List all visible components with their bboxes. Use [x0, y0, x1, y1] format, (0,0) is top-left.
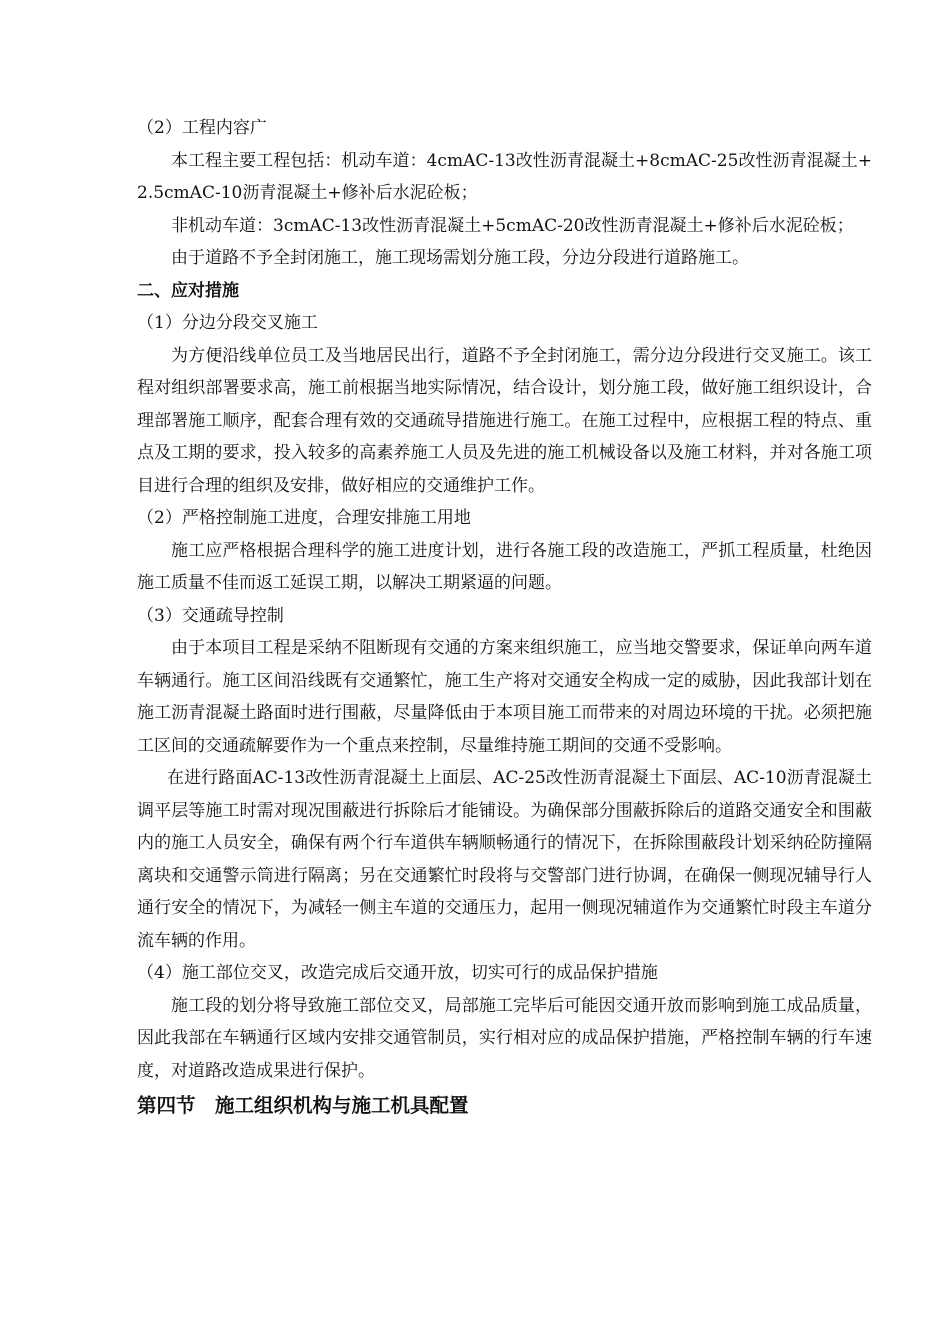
document-page — [137, 112, 872, 1123]
subheading-product-protection: （4）施工部位交叉，改造完成后交通开放，切实可行的成品保护措施 — [137, 963, 658, 983]
paragraph-cross-construction: 为方便沿线单位员工及当地居民出行，道路不予全封闭施工，需分边分段进行交叉施工。该工程对组织部署要求高，施工前根据当地实际情况，结合设计，划分施工段，做好施工组织设计，合理部署施工顺序，配套合理有效的交通疏导措施进行施工。在施工过程中，应根据工程的特点、重点及工期的要求，投入较多的高素养施工人员及先进的施工机械设备以及施工材料，并对各施工项目进行合理的组织及安排，做好相应的交通维护工作。 — [137, 345, 872, 496]
paragraph-motor-lane: 本工程主要工程包括：机动车道：4cmAC-13改性沥青混凝土+8cmAC-25改性沥青混凝土+2.5cmAC-10沥青混凝土+修补后水泥砼板； — [137, 150, 872, 203]
subheading-cross-construction: （1）分边分段交叉施工 — [137, 313, 318, 333]
paragraph-product-protection: 施工段的划分将导致施工部位交叉，局部施工完毕后可能因交通开放而影响到施工成品质量，因此我部在车辆通行区域内安排交通管制员，实行相对应的成品保护措施，严格控制车辆的行车速度，对道路改造成果进行保护。 — [137, 995, 872, 1081]
paragraph-enclosure-removal: 在进行路面AC-13改性沥青混凝土上面层、AC-25改性沥青混凝土下面层、AC-10沥青混凝土调平层等施工时需对现况围蔽进行拆除后才能铺设。为确保部分围蔽拆除后的道路交通安全和围蔽内的施工人员安全，确保有两个行车道供车辆顺畅通行的情况下，在拆除围蔽段计划采纳砼防撞隔离块和交通警示筒进行隔离；另在交通繁忙时段将与交警部门进行协调，在确保一侧现况辅导行人通行安全的情况下，为减轻一侧主车道的交通压力，起用一侧现况辅道作为交通繁忙时段主车道分流车辆的作用。 — [137, 768, 872, 951]
subheading-project-scope: （2）工程内容广 — [137, 118, 267, 138]
paragraph-schedule-control: 施工应严格根据合理科学的施工进度计划，进行各施工段的改造施工，严抓工程质量，杜绝因施工质量不佳而返工延误工期，以解决工期紧逼的问题。 — [137, 540, 872, 593]
heading-countermeasures: 二、应对措施 — [137, 280, 239, 301]
section-title-organization: 第四节 施工组织机构与施工机具配置 — [137, 1094, 469, 1117]
paragraph-traffic-control: 由于本项目工程是采纳不阻断现有交通的方案来组织施工，应当地交警要求，保证单向两车道车辆通行。施工区间沿线既有交通繁忙，施工生产将对交通安全构成一定的威胁，因此我部计划在施工沥青混凝土路面时进行围蔽，尽量降低由于本项目施工而带来的对周边环境的干扰。必须把施工区间的交通疏解要作为一个重点来控制，尽量维持施工期间的交通不受影响。 — [137, 638, 872, 756]
paragraph-non-motor-lane: 非机动车道：3cmAC-13改性沥青混凝土+5cmAC-20改性沥青混凝土+修补后水泥砼板； — [171, 215, 854, 236]
subheading-traffic-control: （3）交通疏导控制 — [137, 605, 284, 626]
subheading-schedule-control: （2）严格控制施工进度，合理安排施工用地 — [137, 508, 471, 528]
paragraph-construction-sections: 由于道路不予全封闭施工，施工现场需划分施工段，分边分段进行道路施工。 — [171, 248, 749, 268]
